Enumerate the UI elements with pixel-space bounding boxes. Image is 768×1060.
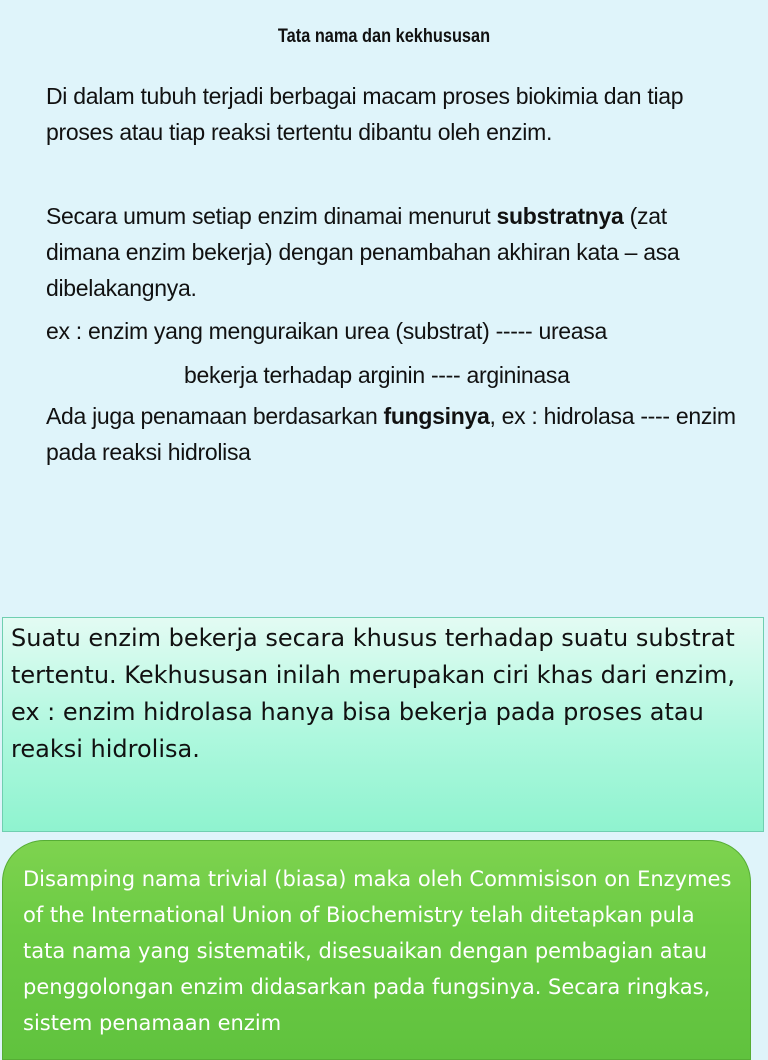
function-keyword: fungsinya — [383, 403, 490, 429]
example-arginine: bekerja terhadap arginin ---- argininasa — [184, 362, 570, 388]
substrate-keyword: substratnya — [496, 203, 624, 229]
naming-paragraph — [46, 198, 736, 306]
specificity-text: Suatu enzim bekerja secara khusus terhadap suatu substrat tertentu. Kekhususan inilah merupakan ciri khas dari enzim, ex : enzim hidrolasa hanya bisa bekerja pada proses atau reaksi hidrolisa. — [11, 624, 735, 763]
systematic-naming-text: Disamping nama trivial (biasa) maka oleh Commisison on Enzymes of the International Union of Biochemistry telah ditetapkan pula tata nama yang sistematik, disesuaikan dengan pembagian atau penggolongan enzim didasarkan pada fungsinya. Secara ringkas, sistem penamaan enzim — [23, 867, 732, 1035]
function-naming-paragraph — [46, 398, 736, 470]
example-urea: ex : enzim yang menguraikan urea (substrat) ----- ureasa — [46, 318, 607, 344]
intro-paragraph: Di dalam tubuh terjadi berbagai macam proses biokimia dan tiap proses atau tiap reaksi tertentu dibantu oleh enzim. — [46, 83, 684, 145]
specificity-box — [2, 617, 764, 832]
naming-text-before: Secara umum setiap enzim dinamai menurut — [46, 203, 497, 229]
systematic-naming-box — [2, 840, 751, 1060]
function-text-before: Ada juga penamaan berdasarkan — [46, 403, 384, 429]
function-text-after: , ex : hidrolasa ---- enzim pada reaksi hidrolisa — [46, 403, 736, 465]
naming-text-after: (zat dimana enzim bekerja) dengan penambahan akhiran kata – asa dibelakangnya. — [46, 203, 680, 301]
slide-title: Tata nama dan kekhususan — [277, 26, 491, 47]
